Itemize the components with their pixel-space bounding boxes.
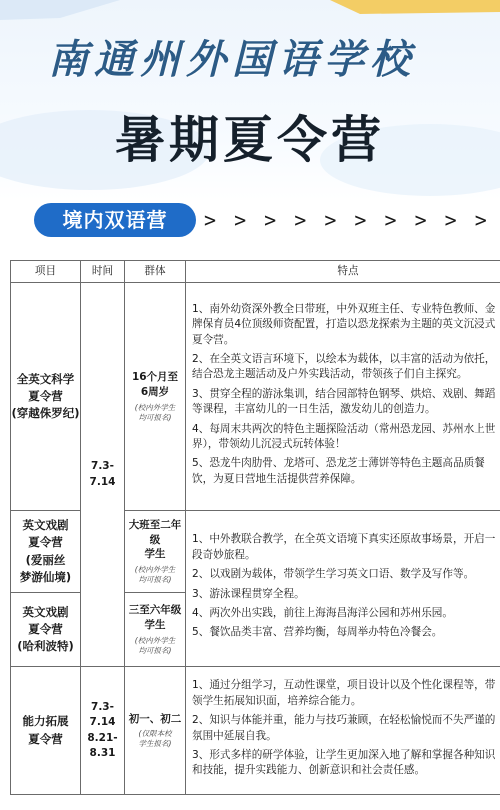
feature-item: 5、餐饮品类丰富、营养均衡，每周举办特色冷餐会。 <box>192 626 443 639</box>
group-main: 16个月至 <box>131 371 179 384</box>
project-cell <box>11 667 81 795</box>
project-subtitle: (爱丽丝 <box>25 552 66 567</box>
group-main: 学生 <box>144 618 166 631</box>
group-note-line: (仅限本校 <box>138 729 172 739</box>
section-title-pill: 境内双语营 <box>34 203 196 237</box>
group-note-line: 均可报名) <box>138 645 172 655</box>
group-note <box>125 403 185 423</box>
header-time: 时间 <box>81 261 125 283</box>
features-cell <box>186 283 500 511</box>
group-note-line: (校内外学生 <box>134 402 176 412</box>
group-note-line: (校内外学生 <box>134 635 176 645</box>
hero-banner <box>0 0 500 200</box>
project-name: 英文戏剧 <box>22 518 69 532</box>
project-name: 夏令营 <box>28 731 63 746</box>
group-main: 大班至二年级 <box>128 518 182 546</box>
project-name: 夏令营 <box>28 621 63 636</box>
feature-item: 1、南外幼资深外教全日带班，中外双班主任、专业特色教师、金牌保育员4位顶级师资配置，打造以恐龙探索为主题的英文沉浸式夏令营。 <box>192 303 496 346</box>
group-note-line: 学生报名) <box>138 739 172 749</box>
features-cell <box>186 511 500 667</box>
group-main: 三至六年级 <box>128 604 182 617</box>
project-name: 全英文科学 <box>16 371 75 386</box>
time-range: 7.3-7.14 <box>89 701 116 729</box>
feature-item: 5、恐龙牛肉肋骨、龙塔可、恐龙芝士薄饼等特色主题高品质餐饮，为夏日营地生活提供营养保障。 <box>192 457 485 485</box>
table-row <box>11 283 500 511</box>
group-note-line: (校内外学生 <box>134 564 176 574</box>
group-cell <box>125 667 186 795</box>
group-main: 初一、初二 <box>128 712 182 725</box>
header-project: 项目 <box>11 261 81 283</box>
project-name: 夏令营 <box>28 535 63 550</box>
feature-item: 3、贯穿全程的游泳集训，结合园部特色钢琴、烘焙、戏剧、舞蹈等课程，丰富幼儿的一日生活，激发幼儿的创造力。 <box>192 387 496 416</box>
project-subtitle: 梦游仙境) <box>19 569 72 584</box>
group-main: 6周岁 <box>140 385 170 398</box>
project-subtitle: (哈利波特) <box>17 639 74 654</box>
table-header-row <box>11 261 500 283</box>
header-group: 群体 <box>125 261 186 283</box>
project-cell <box>11 283 81 511</box>
feature-item: 2、以戏剧为载体，带领学生学习英文口语、数学及写作等。 <box>192 568 475 581</box>
feature-item: 2、在全英文语言环境下，以绘本为载体，以丰富的活动为依托，结合恐龙主题活动及户外实践活动，带领孩子们自主探究。 <box>192 353 496 381</box>
feature-item: 4、每周末共两次的特色主题探险活动（常州恐龙园、苏州水上世界），带领幼儿沉浸式玩转体验！ <box>192 422 496 450</box>
group-note <box>125 729 185 749</box>
time-cell <box>81 667 125 795</box>
group-note <box>125 565 185 585</box>
project-cell <box>11 511 81 593</box>
feature-item: 3、游泳课程贯穿全程。 <box>192 587 305 600</box>
feature-item: 3、形式多样的研学体验，让学生更加深入地了解和掌握各种知识和技能，提升实践能力、创新意识和社会责任感。 <box>192 748 496 777</box>
project-subtitle: (穿越侏罗纪) <box>11 406 80 421</box>
project-cell <box>11 593 81 667</box>
feature-item: 1、通过分组学习，互动性课堂，项目设计以及个性化课程等，带领学生拓展知识面，培养综合能力。 <box>192 679 496 707</box>
group-note <box>125 636 185 656</box>
arrow-decoration: > > > > > > > > > > <box>204 208 490 232</box>
feature-item: 1、中外教联合教学，在全英文语境下真实还原故事场景，开启一段奇妙旅程。 <box>192 533 496 561</box>
time-cell: 7.3-7.14 <box>81 283 125 667</box>
table-row <box>11 667 500 795</box>
group-cell <box>125 283 186 511</box>
group-main: 学生 <box>144 548 166 561</box>
feature-item: 2、知识与体能并重，能力与技巧兼顾，在轻松愉悦而不失严谨的氛围中延展自我。 <box>192 714 496 742</box>
camp-table <box>10 260 500 795</box>
feature-item: 4、两次外出实践，前往上海海昌海洋公园和苏州乐园。 <box>192 606 453 619</box>
group-cell <box>125 593 186 667</box>
group-note-line: 均可报名) <box>138 575 172 585</box>
project-name: 能力拓展 <box>22 714 69 729</box>
camp-title: 暑期夏令营 <box>115 111 385 169</box>
school-name: 南通州外国语学校 <box>48 36 416 83</box>
time-range: 8.21-8.31 <box>87 731 118 759</box>
project-name: 夏令营 <box>28 388 63 403</box>
group-cell <box>125 511 186 593</box>
header-features: 特点 <box>186 261 500 283</box>
features-cell <box>186 667 500 795</box>
group-note-line: 均可报名) <box>138 412 172 422</box>
project-name: 英文戏剧 <box>22 604 69 619</box>
